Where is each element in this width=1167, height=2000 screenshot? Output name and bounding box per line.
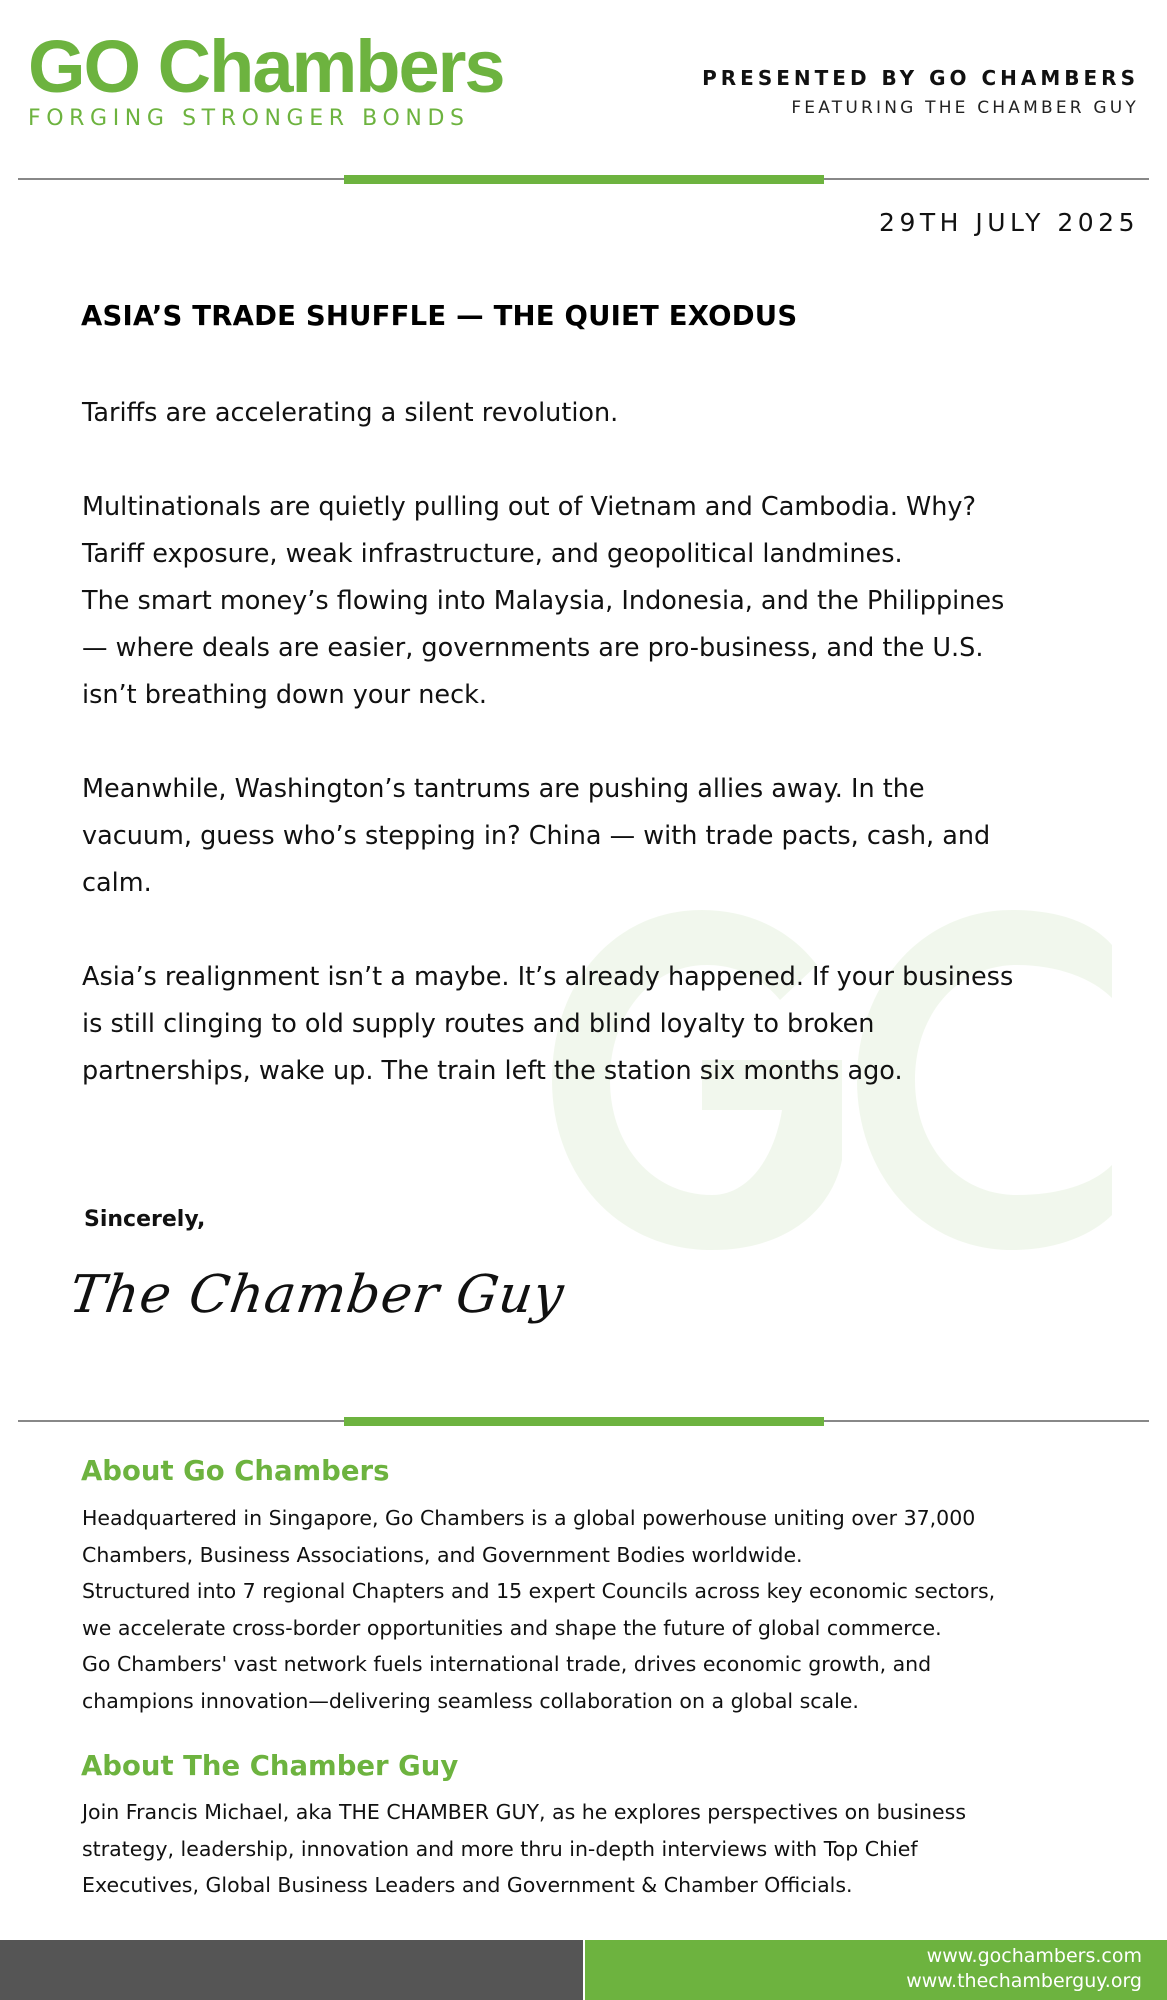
paragraph [82,766,1122,907]
article-body [82,390,1122,1142]
footer-dark-panel [0,1940,583,2000]
about-guy-line: strategy, leadership, innovation and more thru in-depth interviews with Top Chief [82,1836,918,1861]
closing-sincerely: Sincerely, [84,1207,206,1232]
footer-bar [0,1940,1167,2000]
logo-wordmark: GO Chambers [28,25,504,108]
about-go-line: Chambers, Business Associations, and Government Bodies worldwide. [82,1542,803,1567]
body-line: Asia’s realignment isn’t a maybe. It’s already happened. If your business [82,962,1014,992]
footer-divider [18,1420,1149,1422]
about-go-line: we accelerate cross-border opportunities and shape the future of global commerce. [82,1615,942,1640]
thechamberguy-link[interactable]: www.thechamberguy.org [906,1970,1142,1992]
body-line: Tariffs are accelerating a silent revolution. [82,398,619,428]
paragraph [82,484,1122,719]
about-go-heading: About Go Chambers [81,1455,390,1487]
about-guy-line: Join Francis Michael, aka THE CHAMBER GUY, as he explores perspectives on business [82,1800,967,1824]
letter-date: 29TH JULY 2025 [879,208,1139,237]
about-guy-text [82,1794,1122,1904]
about-go-line: champions innovation—delivering seamless collaboration on a global scale. [82,1688,859,1713]
presented-by-block [702,66,1139,118]
gochambers-link[interactable]: www.gochambers.com [926,1945,1142,1967]
header-divider [18,178,1149,180]
body-line: — where deals are easier, governments are pro-business, and the U.S. [82,633,984,663]
about-guy-line: Executives, Global Business Leaders and Government & Chamber Officials. [82,1873,853,1897]
presented-by-text: PRESENTED BY GO CHAMBERS [702,66,1139,90]
about-go-line: Go Chambers' vast network fuels international trade, drives economic growth, and [82,1652,932,1676]
body-line: Meanwhile, Washington’s tantrums are pushing allies away. In the [82,774,925,804]
body-line: partnerships, wake up. The train left the station six months ago. [82,1056,903,1086]
body-line: isn’t breathing down your neck. [82,680,487,710]
go-chambers-logo [28,25,548,131]
body-line: Tariff exposure, weak infrastructure, and geopolitical landmines. [82,539,903,569]
footer-divider-accent [344,1417,824,1426]
body-line: The smart money’s flowing into Malaysia, Indonesia, and the Philippines [82,586,1005,616]
body-line: calm. [82,868,152,898]
signature: The Chamber Guy [65,1265,569,1325]
featuring-text: FEATURING THE CHAMBER GUY [791,98,1139,118]
article-title: ASIA’S TRADE SHUFFLE — THE QUIET EXODUS [81,300,798,332]
about-guy-heading: About The Chamber Guy [81,1750,459,1782]
footer-links [906,1944,1142,1994]
footer-green-panel [583,1940,1167,2000]
header-divider-accent [344,175,824,184]
body-line: is still clinging to old supply routes and blind loyalty to broken [82,1009,875,1039]
paragraph [82,954,1122,1095]
about-go-text [82,1500,1122,1719]
paragraph [82,390,1122,437]
logo-tagline: FORGING STRONGER BONDS [28,106,470,131]
about-go-line: Headquartered in Singapore, Go Chambers is a global powerhouse uniting over 37,000 [82,1506,976,1530]
about-go-line: Structured into 7 regional Chapters and 15 expert Councils across key economic sectors, [82,1579,996,1603]
body-line: vacuum, guess who’s stepping in? China — with trade pacts, cash, and [82,821,991,851]
body-line: Multinationals are quietly pulling out of Vietnam and Cambodia. Why? [82,492,977,522]
